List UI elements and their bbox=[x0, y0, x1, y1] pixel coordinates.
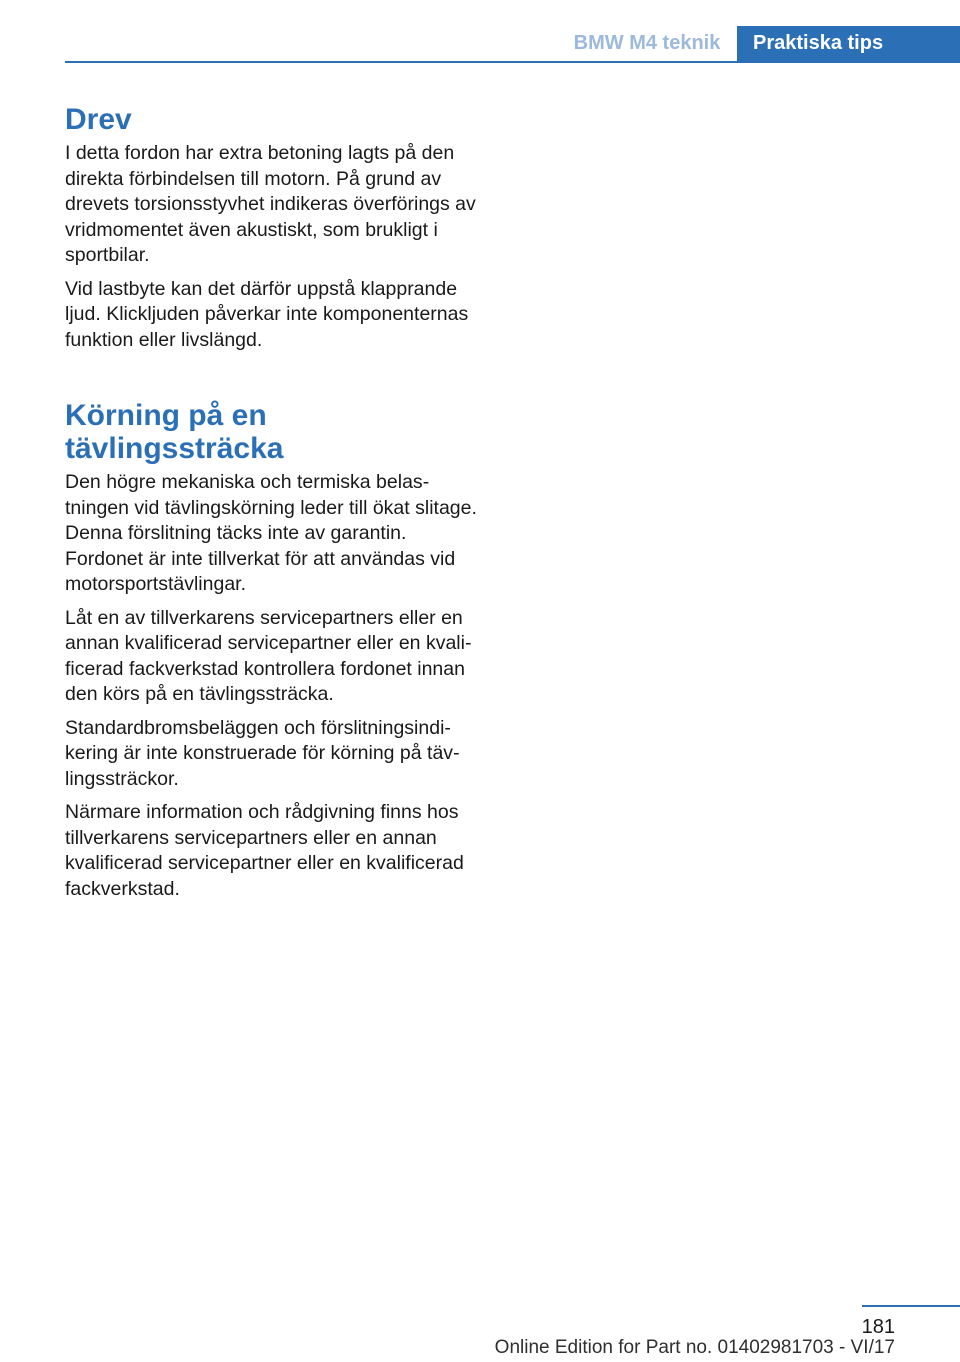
footer-rule bbox=[862, 1305, 960, 1307]
section-title-line: Körning på en bbox=[65, 399, 267, 432]
paragraph: I detta fordon har extra betoning lagts på den direkta förbindelsen till motorn. På grund av drevets torsionsstyvhet indikeras överförings av vridmomentet även akustiskt, som brukligt i sportbilar. bbox=[65, 142, 476, 266]
header-rule bbox=[65, 61, 960, 63]
main-content bbox=[65, 98, 480, 910]
paragraph: Närmare information och rådgivning finns hos tillverkarens servicepartners eller en annan kvalificerad servicepartner eller en kvalificerad fackverkstad. bbox=[65, 801, 464, 900]
section-racetrack bbox=[65, 399, 480, 902]
paragraph: Standardbromsbeläggen och förslitningsindikering är inte konstruerade för körning på tävlingssträckor. bbox=[65, 716, 460, 790]
paragraph: Den högre mekaniska och termiska belastningen vid tävlingskörning leder till ökat slitage. Denna förslitning täcks inte av garantin. Fordonet är inte tillverkat för att användas vid motorsportstävlingar. bbox=[65, 471, 477, 595]
section-title-line: tävlingssträcka bbox=[65, 432, 284, 465]
section-title: Drev bbox=[65, 103, 132, 136]
section-title bbox=[65, 399, 480, 465]
edition-note: Online Edition for Part no. 01402981703 - VI/17 bbox=[494, 1337, 895, 1358]
paragraph: Vid lastbyte kan det därför uppstå klapprande ljud. Klickljuden påverkar inte komponenternas funktion eller livslängd. bbox=[65, 277, 469, 351]
header-chapter: BMW M4 teknik bbox=[573, 32, 721, 54]
page-number: 181 bbox=[861, 1316, 895, 1338]
header-section-tab: Praktiska tips bbox=[737, 26, 960, 61]
paragraph: Låt en av tillverkarens servicepartners eller en annan kvalificerad servicepartner eller en kvalificerad fackverkstad kontrollera fordonet innan den körs på en tävlingssträcka. bbox=[65, 606, 472, 705]
section-drev bbox=[65, 103, 480, 353]
